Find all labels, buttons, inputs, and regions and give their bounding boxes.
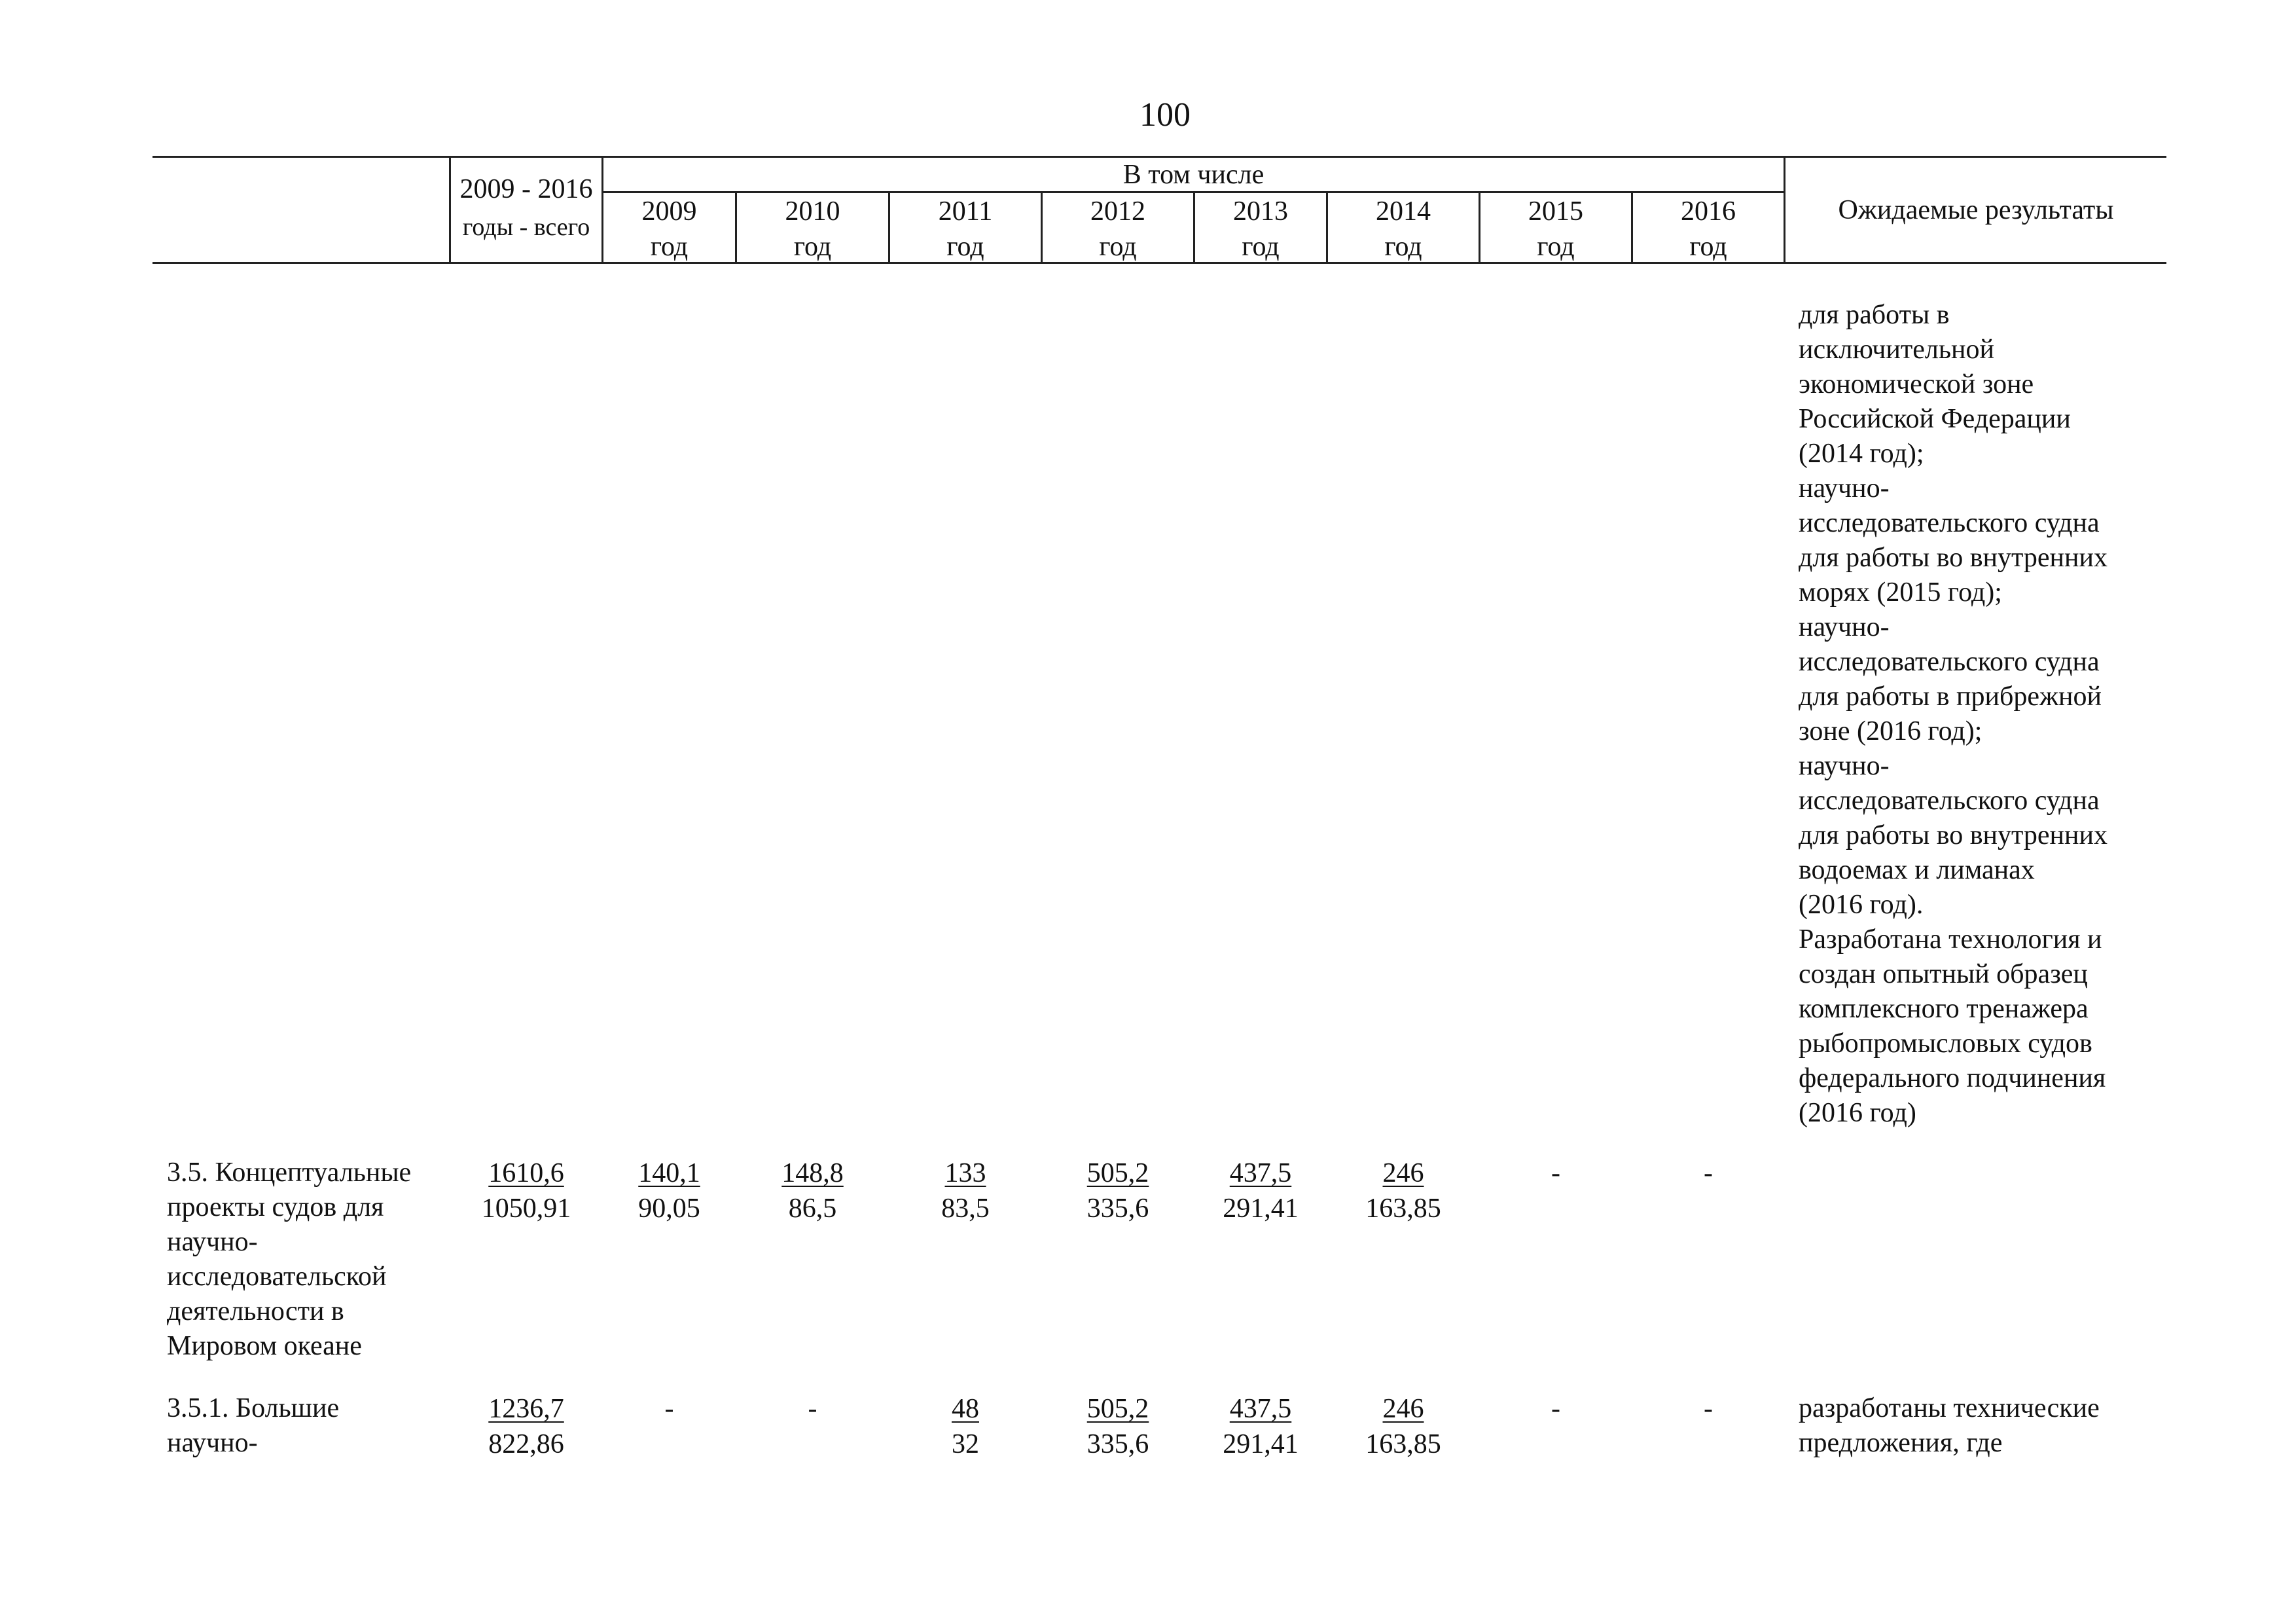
results-line: предложения, где	[1799, 1428, 2003, 1458]
header-results: Ожидаемые результаты	[1838, 195, 2114, 225]
value-planned: 140,1	[638, 1158, 700, 1188]
value-planned: 505,2	[1086, 1158, 1149, 1188]
header-year-unit: год	[793, 232, 832, 262]
header-year-2015: 2015	[1528, 196, 1583, 227]
row-3-5-1-year-2009	[603, 1391, 735, 1427]
value-actual: 335,6	[1086, 1194, 1149, 1224]
value-planned: 246	[1382, 1394, 1424, 1424]
value-planned: 437,5	[1229, 1394, 1292, 1424]
value-planned: 437,5	[1229, 1158, 1292, 1188]
results-line: водоемах и лиманах	[1799, 855, 2035, 885]
header-year-2014: 2014	[1376, 196, 1431, 227]
row-3-5-1-year-2016	[1633, 1391, 1784, 1427]
value-actual: 32	[952, 1429, 979, 1459]
row-3-5-1-year-2012	[1043, 1391, 1193, 1462]
row-title-line: деятельности в	[167, 1296, 344, 1326]
row-3-5-year-2013	[1195, 1156, 1326, 1226]
results-line: исследовательского судна	[1799, 647, 2100, 677]
results-line: для работы во внутренних	[1799, 820, 2108, 850]
row-title-line: Мировом океане	[167, 1331, 362, 1361]
continued-results-text	[1799, 298, 2108, 1131]
row-3-5-1-total	[451, 1391, 601, 1462]
value-planned: 505,2	[1086, 1394, 1149, 1424]
results-line: рыбопромысловых судов	[1799, 1029, 2092, 1059]
row-3-5-year-2011	[890, 1156, 1041, 1226]
value-planned: 148,8	[781, 1158, 844, 1188]
row-title-line: исследовательской	[167, 1262, 387, 1292]
results-line: (2016 год)	[1799, 1098, 1916, 1128]
header-in-total: В том числе	[1122, 160, 1265, 190]
row-title-line: научно-	[167, 1428, 258, 1458]
value-planned: -	[1551, 1158, 1560, 1188]
header-year-2013: 2013	[1233, 196, 1288, 227]
value-planned: -	[1704, 1394, 1713, 1424]
results-line: разработаны технические	[1799, 1393, 2100, 1423]
results-line: создан опытный образец	[1799, 959, 2088, 989]
header-year-2009: 2009	[641, 196, 697, 227]
row-3-5-1-year-2015	[1480, 1391, 1631, 1427]
results-line: научно-	[1799, 473, 1890, 503]
value-planned: -	[808, 1394, 817, 1424]
header-total-line1: 2009 - 2016	[459, 174, 593, 204]
row-3-5-year-2009	[603, 1156, 735, 1226]
page-number: 100	[1139, 96, 1191, 134]
row-3-5-1-year-2014	[1328, 1391, 1479, 1462]
row-title-line: 3.5. Концептуальные	[167, 1158, 412, 1188]
header-year-2010: 2010	[785, 196, 840, 227]
results-line: зоне (2016 год);	[1799, 716, 1982, 746]
value-actual: 1050,91	[481, 1194, 571, 1224]
value-actual: 291,41	[1223, 1429, 1299, 1459]
row-3-5-title	[167, 1156, 411, 1364]
header-year-2012: 2012	[1090, 196, 1145, 227]
row-3-5-year-2014	[1328, 1156, 1479, 1226]
value-planned: -	[1551, 1394, 1560, 1424]
value-actual: 335,6	[1086, 1429, 1149, 1459]
results-line: Российской Федерации	[1799, 404, 2071, 434]
results-line: экономической зоне	[1799, 369, 2034, 399]
row-3-5-year-2010	[737, 1156, 888, 1226]
row-3-5-year-2016	[1633, 1156, 1784, 1191]
row-3-5-1-year-2010	[737, 1391, 888, 1427]
value-actual: 90,05	[638, 1194, 700, 1224]
results-line: для работы в	[1799, 300, 1950, 330]
header-year-unit: год	[1099, 232, 1137, 262]
value-actual: 291,41	[1223, 1194, 1299, 1224]
value-planned: 1236,7	[488, 1394, 564, 1424]
row-3-5-year-2012	[1043, 1156, 1193, 1226]
results-line: исследовательского судна	[1799, 786, 2100, 816]
row-title-line: научно-	[167, 1227, 258, 1257]
results-line: для работы в прибрежной	[1799, 682, 2102, 712]
results-line: исследовательского судна	[1799, 508, 2100, 538]
row-3-5-1-year-2013	[1195, 1391, 1326, 1462]
results-line: научно-	[1799, 612, 1890, 642]
results-line: Разработана технология и	[1799, 924, 2102, 955]
row-3-5-1-year-2011	[890, 1391, 1041, 1462]
header-year-unit: год	[1384, 232, 1422, 262]
value-planned: 1610,6	[488, 1158, 564, 1188]
row-3-5-total	[451, 1156, 601, 1226]
results-line: для работы во внутренних	[1799, 543, 2108, 573]
value-planned: 246	[1382, 1158, 1424, 1188]
header-total-line2: годы - всего	[462, 213, 590, 241]
results-line: исключительной	[1799, 335, 1994, 365]
value-planned: -	[664, 1394, 674, 1424]
value-actual: 83,5	[941, 1194, 990, 1224]
results-line: (2016 год).	[1799, 890, 1924, 920]
header-year-unit: год	[946, 232, 984, 262]
header-year-unit: год	[1689, 232, 1727, 262]
header-year-unit: год	[1537, 232, 1575, 262]
value-actual: 86,5	[788, 1194, 837, 1224]
header-year-2011: 2011	[938, 196, 993, 227]
row-3-5-1-results	[1799, 1391, 2100, 1461]
row-title-line: проекты судов для	[167, 1192, 384, 1222]
results-line: комплексного тренажера	[1799, 994, 2089, 1024]
value-actual: 163,85	[1365, 1194, 1441, 1224]
value-actual: 163,85	[1365, 1429, 1441, 1459]
results-line: научно-	[1799, 751, 1890, 781]
value-planned: -	[1704, 1158, 1713, 1188]
results-line: (2014 год);	[1799, 439, 1924, 469]
results-line: морях (2015 год);	[1799, 577, 2002, 608]
header-year-2016: 2016	[1681, 196, 1736, 227]
value-planned: 133	[944, 1158, 986, 1188]
header-year-unit: год	[650, 232, 689, 262]
value-planned: 48	[952, 1394, 979, 1424]
value-actual: 822,86	[488, 1429, 564, 1459]
row-3-5-year-2015	[1480, 1156, 1631, 1191]
header-year-unit: год	[1242, 232, 1280, 262]
row-3-5-1-title	[167, 1391, 339, 1461]
results-line: федерального подчинения	[1799, 1063, 2106, 1093]
row-title-line: 3.5.1. Большие	[167, 1393, 340, 1423]
